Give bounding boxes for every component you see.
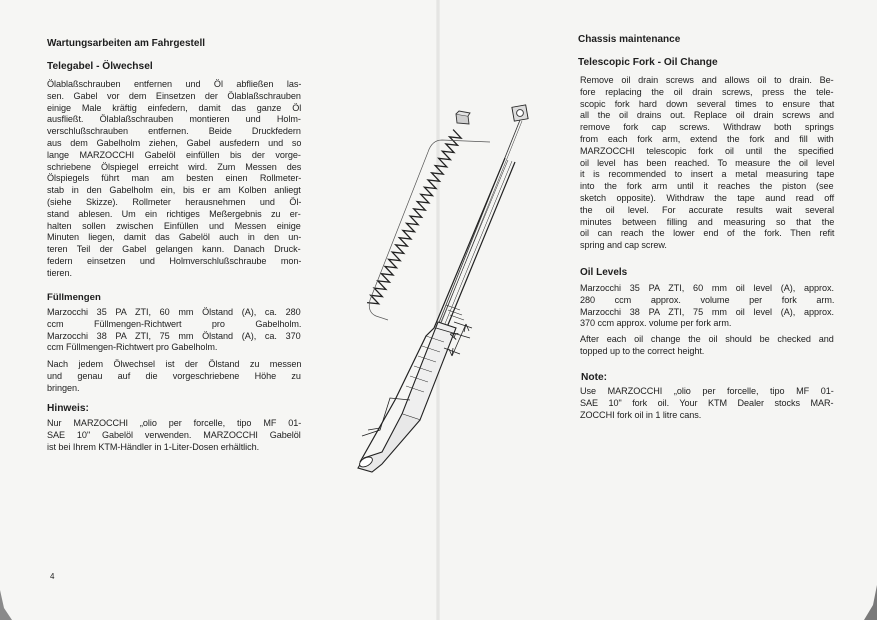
- text-line: remove fork cap screws. Withdraw both springs: [580, 122, 834, 133]
- text-line: sketch opposite). Withdraw the tape aund read off: [580, 192, 835, 203]
- text-line: ccm Füllmengen-Richtwert pro Gabelholm.: [47, 318, 302, 329]
- right-section1-heading: Telescopic Fork - Oil Change: [578, 57, 718, 68]
- right-section3-heading: Note:: [581, 372, 608, 383]
- text-line: SAE 10" fork oil. Your KTM Dealer stocks MAR-: [580, 397, 834, 408]
- dimension-a-label: A: [447, 330, 462, 342]
- text-line: teren Teil der Gabel gelangen kann. Danach Druck-: [47, 244, 301, 255]
- text-line: 280 ccm approx. volume per fork arm.: [580, 294, 835, 305]
- text-line: Nach jedem Ölwechsel ist der Ölstand zu messen: [47, 359, 302, 369]
- left-section3-text: [47, 418, 301, 453]
- left-page-title: Wartungsarbeiten am Fahrgestell: [47, 38, 205, 49]
- bottom-left-page-curl: [0, 590, 14, 620]
- text-line: Remove oil drain screws and allows oil to drain. Be-: [580, 75, 834, 85]
- measuring-tape-drawing: [436, 105, 528, 331]
- text-line: sen. Gabel vor dem Einsetzen der Ölablaßschrauben: [47, 90, 301, 101]
- text-line: stab in den Gabelholm ein, bis er am Kolben anliegt: [47, 185, 301, 196]
- text-line: oil can reach the lower end of the fork. Then refit: [580, 228, 835, 239]
- text-line: into the fork arm until it reaches the piston (see: [580, 181, 834, 192]
- text-line: Minuten liegen, damit das Gabelöl auch in den un-: [47, 232, 302, 243]
- text-line: Ölspiegels führt man am besten einen Rollmeter-: [47, 173, 302, 184]
- right-section2b-text: [580, 334, 834, 358]
- text-line: oil level has been reached. To measure the oil level: [580, 157, 835, 168]
- text-line: fore replacing the oil drain screws, press the tele-: [580, 86, 834, 97]
- text-line: ist bei Ihrem KTM-Händler in 1-Liter-Dosen erhältlich.: [47, 441, 260, 452]
- text-line: ausfließt. Ölablaßschrauben montieren und Holm-: [47, 114, 301, 125]
- text-line: und genau auf die vorgeschriebene Höhe zu: [47, 370, 301, 381]
- text-line: Marzocchi 35 PA ZTI, 60 mm Ölstand (A), ca. 280: [47, 307, 301, 317]
- right-section3-text: [580, 386, 834, 421]
- text-line: verschlußschrauben entfernen. Beide Druckfedern: [47, 126, 301, 137]
- text-line: ccm Füllmengen-Richtwert pro Gabelholm.: [47, 342, 218, 353]
- text-line: SAE 10" Gabelöl verwenden. MARZOCCHI Gabelöl: [47, 429, 301, 440]
- text-line: from each fork arm, extend the fork and fill with: [580, 133, 834, 144]
- text-line: all the oil drains out. Replace oil drain screws and: [580, 110, 835, 121]
- text-line: Nur MARZOCCHI „olio per forcelle, tipo MF 01-: [47, 418, 302, 428]
- page-number: 4: [50, 572, 55, 581]
- text-line: Ölablaßschrauben entfernen und Öl abfließen las-: [47, 79, 302, 89]
- spring-coil: [367, 130, 461, 304]
- text-line: (siehe Skizze). Rollmeter herausnehmen und Öl-: [47, 196, 302, 207]
- text-line: stand ablesen. Um ein richtiges Meßergebnis zu er-: [47, 208, 301, 219]
- text-line: Use MARZOCCHI „olio per forcelle, tipo MF 01-: [580, 386, 834, 396]
- bottom-right-page-curl: [860, 585, 877, 620]
- right-page-title: Chassis maintenance: [578, 34, 681, 45]
- text-line: schriebene Ölspiegel erreicht wird. Zum Messen des: [47, 161, 302, 172]
- right-section2-heading: Oil Levels: [580, 267, 628, 278]
- text-line: tieren.: [47, 267, 72, 278]
- text-line: Marzocchi 35 PA ZTI, 60 mm oil level (A), approx.: [580, 283, 835, 293]
- fork-tube-drawing: [358, 158, 515, 472]
- fork-oil-level-diagram: [340, 100, 540, 475]
- fork-cap-nut-drawing: [456, 111, 470, 124]
- left-section1-heading: Telegabel - Ölwechsel: [47, 61, 153, 72]
- text-line: scopic fork hard down several times to ensure that: [580, 98, 835, 109]
- text-line: topped up to the correct height.: [580, 345, 705, 356]
- text-line: it is recommended to insert a metal measuring tape: [580, 169, 835, 180]
- text-line: halten sollen zwischen Einfüllen und Messen einige: [47, 220, 301, 231]
- text-line: the oil level. For accurate results wait several: [580, 204, 835, 215]
- text-line: MARZOCCHI telescopic fork oil until the specified: [580, 145, 834, 156]
- left-section3-heading: Hinweis:: [47, 403, 89, 414]
- right-section1-text: [580, 75, 834, 252]
- text-line: minutes between filling and measuring so that the: [580, 216, 835, 227]
- right-section2-text: [580, 283, 834, 330]
- left-section2-text: [47, 307, 301, 354]
- text-line: 370 ccm approx. volume per fork arm.: [580, 318, 732, 329]
- text-line: spring and cap screw.: [580, 240, 667, 251]
- text-line: Marzocchi 38 PA ZTI, 75 mm oil level (A), approx.: [580, 306, 835, 317]
- fork-spring-drawing: [367, 130, 461, 304]
- text-line: lange MARZOCCHI Gabelöl einfüllen bis der vorge-: [47, 149, 301, 160]
- text-line: After each oil change the oil should be checked and: [580, 334, 834, 344]
- text-line: ZOCCHI fork oil in 1 litre cans.: [580, 409, 702, 420]
- left-section2-heading: Füllmengen: [47, 292, 101, 303]
- text-line: aus dem Gabelholm ziehen, Gabel ausfedern und so: [47, 137, 302, 148]
- left-section2b-text: [47, 359, 301, 394]
- text-line: einige Male kräftig einfedern, damit das ganze Öl: [47, 102, 302, 113]
- text-line: federn einsetzen und Holmverschlußschraube mon-: [47, 255, 302, 266]
- text-line: bringen.: [47, 382, 80, 393]
- left-section1-text: [47, 79, 301, 280]
- text-line: Marzocchi 38 PA ZTI, 75 mm Ölstand (A), ca. 370: [47, 330, 301, 341]
